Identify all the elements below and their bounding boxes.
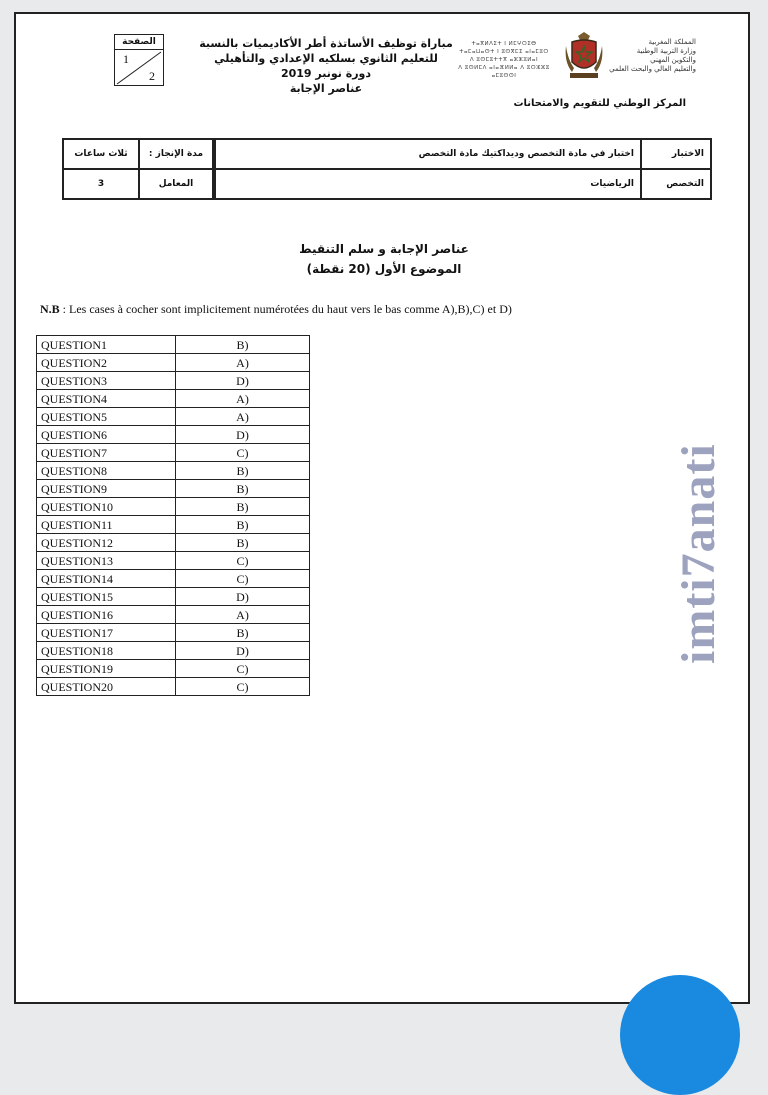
ministry-ar-line-1: المملكة المغربية xyxy=(648,38,696,46)
table-row xyxy=(37,444,310,462)
header-line-2: للتعليم الثانوي بسلكيه الإعدادي والتأهيلي xyxy=(214,52,438,65)
answer-key-title: عناصر الإجابة و سلم التنقيط xyxy=(299,242,469,256)
table-row xyxy=(37,624,310,642)
page-total: 2 xyxy=(149,69,155,83)
question-cell: QUESTION20 xyxy=(37,678,176,696)
table-row xyxy=(37,372,310,390)
answer-cell: A) xyxy=(176,408,310,426)
table-row xyxy=(37,642,310,660)
info-table-left xyxy=(62,138,214,200)
answer-cell: B) xyxy=(176,516,310,534)
table-row xyxy=(37,480,310,498)
table-row xyxy=(37,678,310,696)
question-cell: QUESTION12 xyxy=(37,534,176,552)
specialty-value: الرياضيات xyxy=(215,169,641,199)
question-cell: QUESTION7 xyxy=(37,444,176,462)
answer-cell: B) xyxy=(176,534,310,552)
note-text xyxy=(40,302,512,317)
answer-cell: B) xyxy=(176,480,310,498)
question-cell: QUESTION4 xyxy=(37,390,176,408)
subject-title: الموضوع الأول (20 نقطة) xyxy=(306,262,462,276)
page-number-box xyxy=(114,34,164,86)
exam-value: اختبار في مادة التخصص وديداكتيك مادة التخصص xyxy=(215,139,641,169)
page-current: 1 xyxy=(123,52,129,66)
question-cell: QUESTION19 xyxy=(37,660,176,678)
note-body: : Les cases à cocher sont implicitement numérotées du haut vers le bas comme A),B),C) et D) xyxy=(59,302,512,316)
table-row xyxy=(37,408,310,426)
table-row xyxy=(37,390,310,408)
exam-label: الاختبار xyxy=(641,139,711,169)
question-cell: QUESTION11 xyxy=(37,516,176,534)
answer-cell: A) xyxy=(176,606,310,624)
question-cell: QUESTION13 xyxy=(37,552,176,570)
note-label: N.B xyxy=(40,302,60,316)
question-cell: QUESTION14 xyxy=(37,570,176,588)
table-row xyxy=(37,534,310,552)
answer-cell: D) xyxy=(176,642,310,660)
ministry-name-tifinagh xyxy=(454,40,554,80)
answer-cell: D) xyxy=(176,588,310,606)
header-line-3: دورة نونبر 2019 xyxy=(280,67,372,80)
exam-answer-page xyxy=(14,12,750,1004)
answer-cell: B) xyxy=(176,462,310,480)
exam-header-center xyxy=(191,36,461,96)
question-cell: QUESTION3 xyxy=(37,372,176,390)
ministry-name-arabic xyxy=(586,38,696,74)
answer-cell: B) xyxy=(176,336,310,354)
question-cell: QUESTION15 xyxy=(37,588,176,606)
table-row xyxy=(37,498,310,516)
question-cell: QUESTION6 xyxy=(37,426,176,444)
answers-table xyxy=(36,335,310,696)
table-row xyxy=(37,354,310,372)
ministry-ar-line-2: وزارة التربية الوطنية xyxy=(636,47,696,55)
site-watermark: imti7anati xyxy=(672,443,725,664)
question-cell: QUESTION10 xyxy=(37,498,176,516)
coefficient-value: 3 xyxy=(63,169,139,199)
ministry-ar-line-3: والتكوين المهني xyxy=(650,56,696,64)
table-row xyxy=(37,570,310,588)
question-cell: QUESTION2 xyxy=(37,354,176,372)
question-cell: QUESTION18 xyxy=(37,642,176,660)
coefficient-label: المعامل xyxy=(139,169,213,199)
question-cell: QUESTION5 xyxy=(37,408,176,426)
answer-cell: D) xyxy=(176,426,310,444)
duration-value: ثلاث ساعات xyxy=(63,139,139,169)
specialty-label: التخصص xyxy=(641,169,711,199)
answer-cell: A) xyxy=(176,390,310,408)
answer-cell: A) xyxy=(176,354,310,372)
evaluation-center-name: المركز الوطني للتقويم والامتحانات xyxy=(513,98,686,109)
table-row xyxy=(37,588,310,606)
info-table-right xyxy=(214,138,712,200)
table-row xyxy=(37,606,310,624)
page-label: الصفحة xyxy=(115,35,163,50)
floating-action-circle[interactable] xyxy=(620,975,740,1095)
answer-cell: C) xyxy=(176,660,310,678)
question-cell: QUESTION1 xyxy=(37,336,176,354)
duration-label: مدة الإنجاز : xyxy=(139,139,213,169)
question-cell: QUESTION16 xyxy=(37,606,176,624)
question-cell: QUESTION17 xyxy=(37,624,176,642)
table-row xyxy=(37,516,310,534)
ministry-ar-line-4: والتعليم العالي والبحث العلمي xyxy=(609,65,696,73)
question-cell: QUESTION8 xyxy=(37,462,176,480)
answer-cell: C) xyxy=(176,570,310,588)
answer-cell: B) xyxy=(176,498,310,516)
question-cell: QUESTION9 xyxy=(37,480,176,498)
table-row xyxy=(37,336,310,354)
table-row xyxy=(37,462,310,480)
table-row xyxy=(37,426,310,444)
answer-cell: D) xyxy=(176,372,310,390)
answer-cell: B) xyxy=(176,624,310,642)
table-row xyxy=(37,552,310,570)
header-line-4: عناصر الإجابة xyxy=(289,82,363,95)
ministry-tf-line-1: ⵜⴰⴳⵍⴷⵉⵜ ⵏ ⵍⵎⵖⵔⵉⴱ xyxy=(471,41,537,47)
page-fraction xyxy=(115,50,163,86)
ministry-tf-line-2: ⵜⴰⵎⴰⵡⴰⵙⵜ ⵏ ⵓⵙⴳⵎⵉ ⴰⵏⴰⵎⵓⵔ xyxy=(459,49,549,55)
header-line-1: مباراة توظيف الأساتذة أطر الأكاديميات بالنسبة xyxy=(199,37,453,50)
answer-cell: C) xyxy=(176,678,310,696)
ministry-tf-line-3: ⴷ ⵓⵙⵎⵓⵜⵜⴳ ⴰⵣⵣⵓⵍⴰⵏ xyxy=(469,57,539,63)
answer-cell: C) xyxy=(176,552,310,570)
ministry-tf-line-4: ⴷ ⵓⵙⵍⵎⴷ ⴰⵏⴰⴼⵍⵍⴰ ⴷ ⵓⵔⵣⵣⵓ ⴰⵎⵓⵙⵙⵏ xyxy=(458,65,550,79)
answer-cell: C) xyxy=(176,444,310,462)
table-row xyxy=(37,660,310,678)
